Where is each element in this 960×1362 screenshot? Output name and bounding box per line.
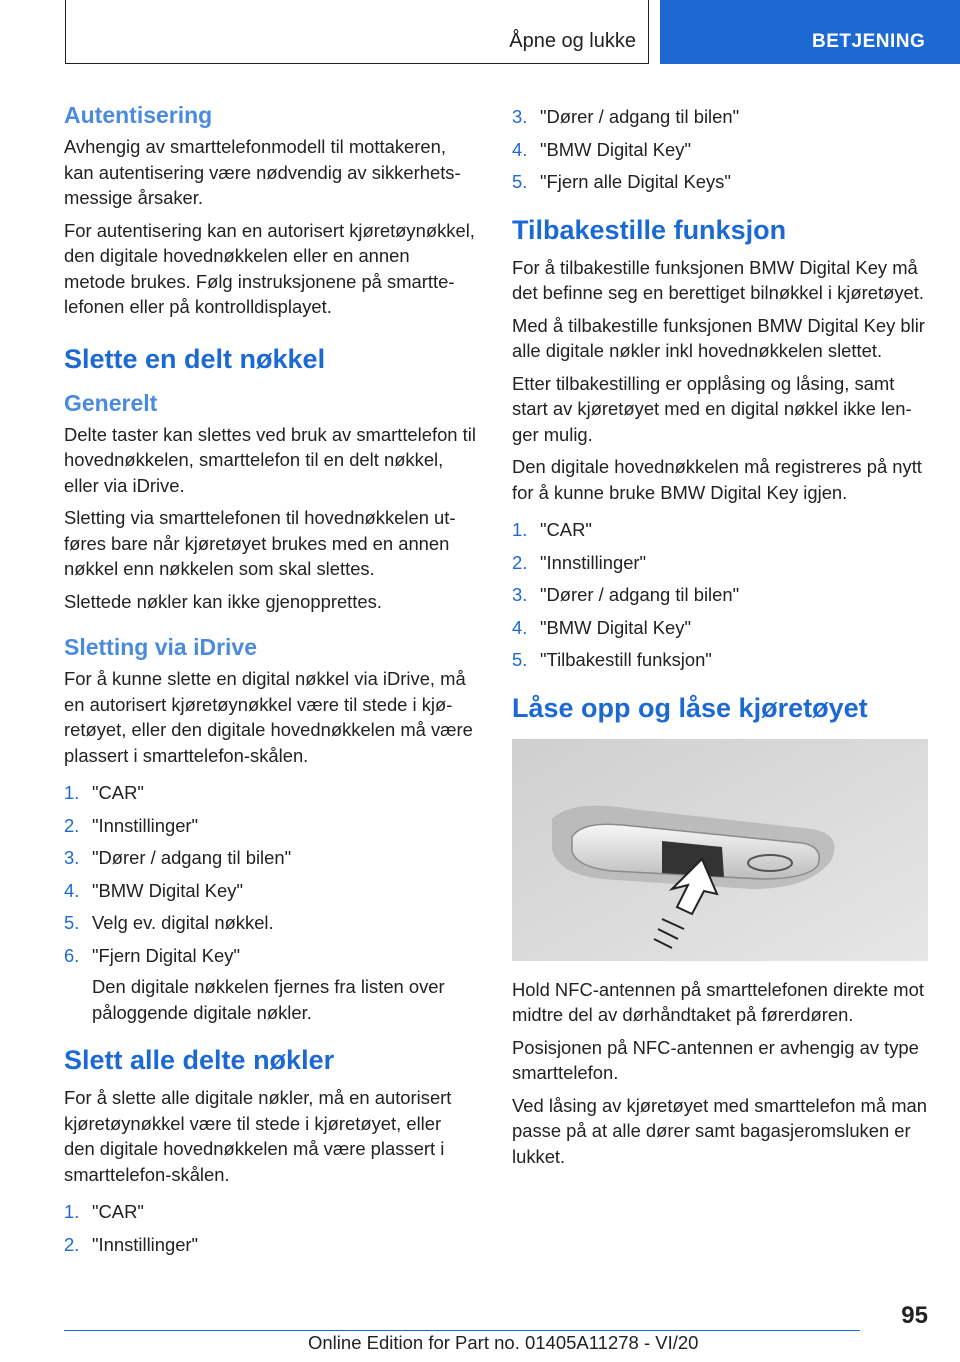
paragraph: Delte taster kan slettes ved bruk av smarttelefon til hovednøkkelen, smarttelefon til en delt nøkkel, eller via iDrive. [64,423,476,496]
step-number: 1. [64,782,80,803]
heading-unlock-lock-vehicle: Låse opp og låse kjøretøyet [512,692,868,723]
step-text: Velg ev. digital nøkkel. [92,912,274,933]
step-number: 4. [64,879,80,901]
step-number: 1. [512,519,528,540]
paragraph: Avhengig av smarttelefonmodell til mottakeren, kan autentisering være nødvendig av sikkerhetsmessige årsaker. [64,136,461,208]
paragraph: Den digitale hovednøkkelen må registreres på nytt for å kunne bruke BMW Digital Key igjen. [512,456,922,503]
list-item [64,878,476,904]
paragraph: Hold NFC-antennen på smarttelefonen direkte mot midtre del av dørhåndtaket på førerdøren. [512,978,924,1025]
heading-general: Generelt [64,389,158,416]
header-chapter-tab[interactable] [660,0,960,64]
reset-steps-list [512,517,928,673]
heading-authentication: Autentisering [64,102,213,128]
list-item [512,550,928,576]
list-item [64,780,476,806]
page-header [0,0,960,66]
list-item [512,104,928,130]
list-item [512,137,928,163]
list-item [64,1232,476,1258]
header-chapter-title: BETJENING [812,31,926,52]
paragraph: Med å tilbakestille funksjonen BMW Digital Key blir alle digitale nøkler inkl hovednøkkelen slettet. [512,314,925,361]
step-text: "CAR" [92,1201,144,1222]
paragraph: Posisjonen på NFC-antennen er avhengig av type smarttelefon. [512,1036,919,1083]
delete-all-steps-continued [512,104,928,195]
step-text: "Innstillinger" [92,1233,199,1255]
step-number: 3. [64,847,80,868]
heading-delete-shared-key: Slette en delt nøkkel [64,343,326,374]
step-text: "Dører / adgang til bilen" [92,847,292,868]
step-number: 3. [512,584,528,605]
step-number: 6. [64,944,80,966]
paragraph: Slettede nøkler kan ikke gjenopprettes. [64,590,382,612]
door-handle-nfc-image [512,739,928,961]
paragraph: For å slette alle digitale nøkler, må en autorisert kjøretøynøkkel være til stede i kjøretøyet, eller den digitale hovednøkkelen må være plassert i smarttelefon-skålen. [64,1087,452,1185]
list-item [64,1199,476,1225]
door-handle-illustration [512,739,928,961]
step-text: "Dører / adgang til bilen" [540,584,740,605]
footer-divider [64,1330,860,1331]
step-number: 4. [512,616,528,638]
list-item [64,845,476,871]
paragraph: Ved låsing av kjøretøyet med smarttelefon må man passe på at alle dører samt bagasjeromsluken er lukket. [512,1094,927,1167]
step-number: 3. [512,106,528,127]
right-column [512,100,928,1176]
paragraph: Etter tilbakestilling er opplåsing og låsing, samt start av kjøretøyet med en digital nøkkel ikke lenger mulig. [512,372,912,445]
step-text: "CAR" [540,519,592,540]
step-number: 2. [64,814,80,836]
heading-reset-function: Tilbakestille funksjon [512,214,787,245]
heading-delete-via-idrive: Sletting via iDrive [64,634,258,660]
list-item [512,517,928,543]
heading-delete-all-shared-keys: Slett alle delte nøkler [64,1045,335,1075]
step-text: "Fjern alle Digital Keys" [540,171,731,192]
left-column [64,100,476,1264]
step-number: 4. [512,138,528,160]
step-text: "Fjern Digital Key" [92,944,240,966]
page-number: 95 [901,1302,928,1329]
step-number: 5. [512,649,528,670]
step-number: 2. [64,1233,80,1255]
step-text: "Innstillinger" [92,814,199,836]
step-text: "BMW Digital Key" [92,879,244,901]
paragraph: For å kunne slette en digital nøkkel via iDrive, må en autorisert kjøretøynøkkel være til stede i kjøretøyet, eller den digitale hovednøkkelen må være plassert i smarttelefon-skålen. [64,668,473,766]
step-text: "Innstillinger" [540,551,647,573]
step-text: "Dører / adgang til bilen" [540,106,740,127]
list-item [512,582,928,608]
step-text: "CAR" [92,782,144,803]
list-item [64,943,476,1026]
delete-all-steps-list [64,1199,476,1257]
step-number: 1. [64,1201,80,1222]
step-note: Den digitale nøkkelen fjernes fra listen over påloggende digitale nøkler. [92,976,445,1023]
step-number: 2. [512,551,528,573]
step-text: "BMW Digital Key" [540,616,692,638]
list-item [64,813,476,839]
step-text: "Tilbakestill funksjon" [540,649,712,670]
header-section-box [65,0,649,64]
list-item [512,647,928,673]
idrive-steps-list [64,780,476,1025]
paragraph: For å tilbakestille funksjonen BMW Digital Key må det befinne seg en berettiget bilnøkkel i kjøretøyet. [512,256,924,303]
paragraph: For autentisering kan en autorisert kjøretøynøkkel, den digitale hovednøkkelen eller en annen metode brukes. Følg instruksjonene på smarttelefonen eller på kontrolldisplayet. [64,219,475,317]
list-item [512,615,928,641]
list-item [64,910,476,936]
list-item [512,169,928,195]
paragraph: Sletting via smarttelefonen til hovednøkkelen utføres bare når kjøretøyet brukes med en annen nøkkel enn nøkkelen som skal slettes. [64,507,456,579]
step-text: "BMW Digital Key" [540,138,692,160]
header-section-title: Åpne og lukke [509,30,636,52]
step-number: 5. [64,912,80,933]
footer-edition: Online Edition for Part no. 01405A11278 - VI/20 [308,1332,699,1353]
step-number: 5. [512,171,528,192]
